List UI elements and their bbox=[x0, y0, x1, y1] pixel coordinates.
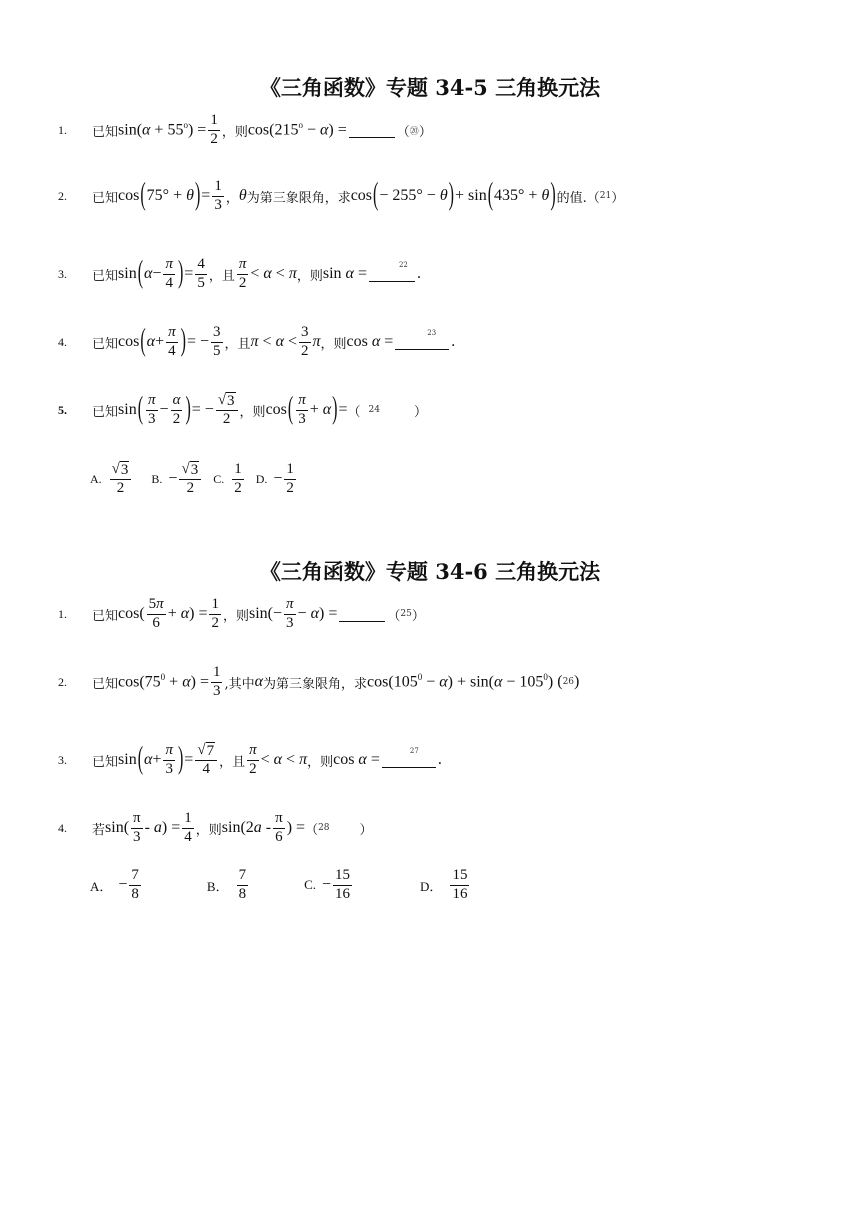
problem-1-5: 5. 已知 sin ( $\frac{\pi}{3}$ − $\frac{\alpha}{2}$ ) = − √ 3 2 ，则 cos ( $\frac{\pi}{3}$ + α ) = （ 24 ） bbox=[58, 391, 428, 427]
option-d: D. − $\frac{1}{2}$ bbox=[255, 461, 294, 496]
problem-2-2: 2. 已知 $\cos(75^0 + \alpha)$ = $\frac{1}{3}$ ,其中 α 为第三象限角，求 $\cos(105^0 - \alpha) + \sin(\alpha - 105^0)$ ( 26 ) bbox=[58, 664, 580, 699]
problem-number: 1. bbox=[58, 122, 67, 137]
problem-number: 2. bbox=[58, 188, 67, 203]
problem-number: 4. bbox=[58, 334, 67, 349]
option-d: D． $\frac{15}{16}$ bbox=[420, 867, 468, 902]
problem-number: 5. bbox=[58, 402, 67, 417]
section-title-1: 《三角函数》专题 34-5 三角换元法 bbox=[259, 75, 601, 100]
option-a: A． − $\frac{7}{8}$ bbox=[90, 867, 139, 902]
problem-number: 4. bbox=[58, 820, 67, 835]
problem-number: 2. bbox=[58, 674, 67, 689]
problem-1-3: 3. 已知 sin ( α − $\frac{\pi}{4}$ ) = $\frac{4}{5}$ ，且 $\frac{\pi}{2}$ < α < π ，则 sin α = 22 . bbox=[58, 256, 421, 291]
option-b: B． $\frac{7}{8}$ bbox=[206, 867, 247, 902]
problem-number: 3. bbox=[58, 266, 67, 281]
problem-2-4: 4. 若 sin( $\frac{\pi}{3}$ - a) = $\frac{1}{4}$ ，则 sin(2a - $\frac{\pi}{6}$ ) = （ 28 ） bbox=[58, 810, 373, 845]
problem-1-4: 4. 已知 cos ( α + $\frac{\pi}{4}$ ) = − $\frac{3}{5}$ ，且 π < α < $\frac{3}{2}$ π ，则 cos α = 23 . bbox=[58, 324, 456, 359]
option-b: B. − √ 3 2 bbox=[151, 461, 203, 498]
problem-1-1: 1. 已知 $\sin(\alpha + 55^o)$ = $\frac{1}{2}$ ，则 $\cos(215^o - \alpha)$ = （ ⑳ ） bbox=[58, 112, 432, 147]
problem-number: 1. bbox=[58, 606, 67, 621]
section-title-2: 《三角函数》专题 34-6 三角换元法 bbox=[259, 559, 601, 584]
option-c: C. $\frac{1}{2}$ bbox=[213, 461, 242, 496]
option-c: C. − $\frac{15}{16}$ bbox=[304, 867, 351, 902]
problem-number: 3. bbox=[58, 752, 67, 767]
problem-2-4-options bbox=[90, 860, 471, 910]
problem-1-5-options bbox=[90, 454, 298, 504]
option-a: A. √ 3 2 bbox=[90, 461, 133, 498]
problem-2-3: 3. 已知 sin ( α + $\frac{\pi}{3}$ ) = √ 7 4 ，且 $\frac{\pi}{2}$ < α < π ，则 cos α = 27 . bbox=[58, 741, 442, 777]
problem-1-2: 2. 已知 cos ( 75° + θ ) = $\frac{1}{3}$ ， θ 为第三象限角，求 cos ( − 255° − θ ) + sin ( 435° + θ ) 的值. （ 21 ） bbox=[58, 178, 625, 213]
problem-2-1: 1. 已知 cos( $\frac{5\pi}{6}$ + α) = $\frac{1}{2}$ ，则 sin(− $\frac{\pi}{3}$ − α) = （ 25 ） bbox=[58, 596, 425, 631]
